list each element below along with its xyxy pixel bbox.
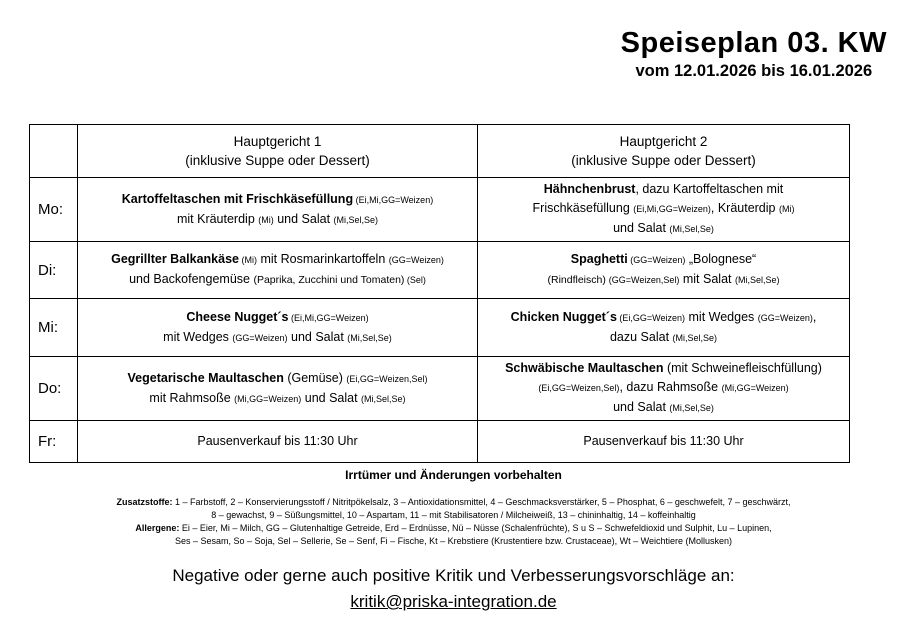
text-segment: Frischkäsefüllung [532,201,634,215]
text-segment: Allergene: [135,523,180,533]
text-segment: mit Kräuterdip [176,211,259,226]
menu-rows [30,178,850,463]
text-segment: Zusatzstoffe: [116,497,173,507]
menu-row [30,357,850,421]
text-segment: (Ei,GG=Weizen,Sel) [538,383,620,393]
text-segment: (GG=Weizen) [388,255,444,265]
zusatzstoffe-note [0,496,907,522]
header-col2-line1: Hauptgericht 2 [619,134,708,149]
text-segment: 1 – Farbstoff, 2 – Konservierungsstoff / Nitritpökelsalz, 3 – Antioxidationsmittel, 4 – Geschmacksverstärker, 5 – Phosphat, 6 – geschwefelt, 7 – geschwärzt, [172,497,791,507]
menu-row [30,299,850,357]
text-segment: Ei – Eier, Mi – Milch, GG – Glutenhaltige Getreide, Erd – Erdnüsse, Nü – Nüsse (Schalenfrüchte), S u S – Schwefeldioxid und Sulphit, Lu – Lupinen, [179,523,772,533]
text-segment: Spaghetti [570,252,628,266]
text-segment: mit Rahmsoße [149,390,235,405]
text-segment: (Mi,Sel,Se) [669,224,714,234]
text-segment: (Ei,Mi,GG=Weizen) [353,194,434,205]
text-segment: und Salat [301,390,362,405]
text-segment: , [812,309,817,324]
text-segment: mit Wedges [163,329,233,344]
text-segment: (GG=Weizen) [232,332,288,343]
text-segment: Chicken Nugget´s [510,309,617,324]
text-segment: (Mi,Sel,Se) [347,332,392,343]
text-segment: (GG=Weizen) [627,255,686,265]
text-segment: (Ei,Mi,GG=Weizen) [288,312,369,323]
date-range: vom 12.01.2026 bis 16.01.2026 [635,62,873,80]
menu-cell-hauptgericht-2 [478,299,850,357]
text-segment: (GG=Weizen) [757,312,813,323]
day-label: Mo: [30,178,78,242]
text-segment: (Ei,Mi,GG=Weizen) [633,204,711,214]
text-segment: und Salat [613,221,670,235]
menu-cell-hauptgericht-1 [78,421,478,463]
text-segment: (Mi,Sel,Se) [361,393,406,404]
text-segment: und Salat [613,400,670,414]
day-label: Fr: [30,421,78,463]
day-label: Di: [30,242,78,299]
header-hauptgericht-1 [78,125,478,178]
header-col1-line2: (inklusive Suppe oder Dessert) [185,153,370,168]
text-segment: (Gemüse) [283,370,347,385]
text-segment: (Rindfleisch) [547,274,609,286]
text-segment: , Kräuterdip [710,201,779,215]
text-segment: mit Wedges [685,309,758,324]
text-segment: Cheese Nugget´s [186,309,289,324]
menu-cell-hauptgericht-1 [78,178,478,242]
menu-cell-hauptgericht-2 [478,421,850,463]
text-segment: Kartoffeltaschen mit Frischkäsefüllung [121,191,354,206]
allergene-note [0,522,907,548]
text-segment: „Bolognese“ [685,252,757,266]
text-segment: , dazu Kartoffeltaschen mit [635,182,784,196]
text-segment: (Sel) [404,275,426,285]
day-label: Do: [30,357,78,421]
header-hauptgericht-2 [478,125,850,178]
menu-table [29,124,850,463]
header-row [30,125,850,178]
title-block [621,26,887,82]
menu-cell-hauptgericht-2 [478,357,850,421]
text-segment: (Mi,GG=Weizen) [234,393,302,404]
text-segment: Pausenverkauf bis 11:30 Uhr [583,434,744,448]
day-label: Mi: [30,299,78,357]
text-segment: (Mi,Sel,Se) [672,332,718,343]
text-segment: (Paprika, Zucchini und Tomaten) [253,274,405,286]
text-segment: Pausenverkauf bis 11:30 Uhr [197,434,358,448]
text-segment: (Mi,Sel,Se) [333,214,379,225]
text-segment: mit Salat [679,272,735,286]
text-segment: 8 – gewachst, 9 – Süßungsmittel, 10 – Aspartam, 11 – mit Stabilisatoren / Milcheiweiß, 13 – chininhaltig, 14 – koffeinhaltig [211,510,696,520]
text-segment: Schwäbische Maultaschen [505,361,664,375]
text-segment: und Backofengemüse [129,272,254,286]
header-col2-line2: (inklusive Suppe oder Dessert) [571,153,756,168]
page-title: Speiseplan 03. KW [620,27,887,59]
text-segment: (Mi,Sel,Se) [734,275,780,285]
menu-cell-hauptgericht-1 [78,357,478,421]
text-segment: Hähnchenbrust [543,182,636,196]
text-segment: (Ei,GG=Weizen,Sel) [346,373,428,384]
menu-cell-hauptgericht-2 [478,242,850,299]
text-segment: (Mi) [258,214,274,225]
text-segment: (Ei,GG=Weizen) [616,312,686,323]
header-col1-line1: Hauptgericht 1 [233,134,322,149]
text-segment: mit Rosmarinkartoffeln [256,252,389,266]
text-segment: Gegrillter Balkankäse [111,252,239,266]
feedback-email [0,592,907,612]
feedback-email-link[interactable]: kritik@priska-integration.de [350,592,557,611]
text-segment: (Mi,Sel,Se) [669,403,714,413]
menu-table-header [30,125,850,178]
menu-cell-hauptgericht-2 [478,178,850,242]
text-segment: Ses – Sesam, So – Soja, Sel – Sellerie, Se – Senf, Fi – Fische, Kt – Krebstiere (Krustentiere bzw. Crustaceae), Wt – Weichtiere (Mollusken) [174,536,733,546]
text-segment: und Salat [287,329,348,344]
disclaimer-text: Irrtümer und Änderungen vorbehalten [345,468,562,482]
menu-cell-hauptgericht-1 [78,242,478,299]
text-segment: dazu Salat [609,329,673,344]
text-segment: , dazu Rahmsoße [619,380,722,394]
text-segment: Vegetarische Maultaschen [127,370,284,385]
text-segment: (GG=Weizen,Sel) [608,275,680,285]
text-segment: (Mi) [238,255,257,265]
header-day-cell [30,125,78,178]
menu-cell-hauptgericht-1 [78,299,478,357]
menu-row [30,242,850,299]
menu-row [30,421,850,463]
text-segment: (Mi) [778,204,795,214]
text-segment: (mit Schweinefleischfüllung) [663,361,822,375]
menu-row [30,178,850,242]
text-segment: (Mi,GG=Weizen) [721,383,789,393]
feedback-line: Negative oder gerne auch positive Kritik und Verbesserungsvorschläge an: [172,566,735,585]
text-segment: und Salat [273,211,334,226]
